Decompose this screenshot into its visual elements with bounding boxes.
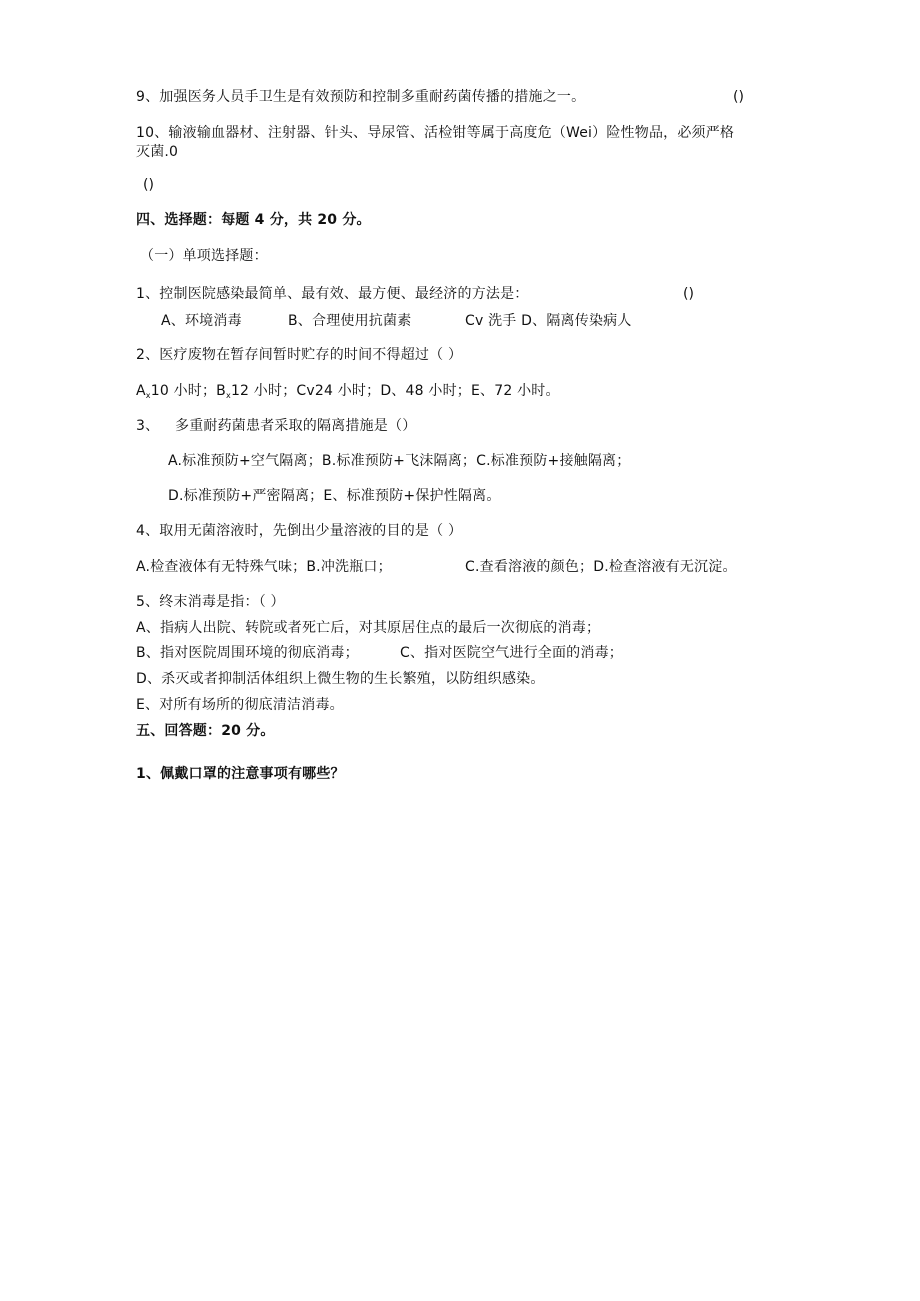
- tf-question-10-answer-blank: (): [143, 177, 154, 193]
- mc-question-2-option-a-text: 10 小时；B: [150, 383, 226, 399]
- mc-question-1-option-b: B、合理使用抗菌素: [288, 313, 412, 329]
- mc-question-5-option-e: E、对所有场所的彻底清洁消毒。: [136, 697, 344, 713]
- mc-question-4-options-cd: C.查看溶液的颜色；D.检查溶液有无沉淀。: [465, 559, 737, 575]
- mc-question-5-option-c: C、指对医院空气进行全面的消毒；: [400, 645, 623, 661]
- mc-question-5-option-d: D、杀灭或者抑制活体组织上微生物的生长繁殖，以防组织感染。: [136, 671, 545, 687]
- mc-question-3-number: 3、: [136, 418, 160, 434]
- mc-question-4: 4、取用无菌溶液时，先倒出少量溶液的目的是（ ）: [136, 523, 463, 539]
- mc-question-1-option-a: A、环境消毒: [161, 313, 242, 329]
- tf-question-9: 9、加强医务人员手卫生是有效预防和控制多重耐药菌传播的措施之一。: [136, 89, 586, 105]
- section-4-subheading: （一）单项选择题：: [140, 248, 268, 264]
- mc-question-3-options-line1: A.标准预防+空气隔离；B.标准预防+飞沫隔离；C.标准预防+接触隔离；: [168, 453, 631, 469]
- answer-question-1: 1、佩戴口罩的注意事项有哪些？: [136, 766, 345, 782]
- mc-question-5: 5、终末消毒是指：（ ）: [136, 594, 285, 610]
- mc-question-2-option-b-sub: x: [226, 391, 231, 400]
- tf-question-10-line2: 灭菌.0: [136, 144, 179, 160]
- mc-question-1-option-cd: Cv 洗手 D、隔离传染病人: [465, 313, 632, 329]
- mc-question-2-options: [136, 382, 560, 405]
- tf-question-10-line1: 10、输液输血器材、注射器、针头、导尿管、活检钳等属于高度危（Wei）险性物品，必须严格: [136, 125, 735, 141]
- section-4-heading: 四、选择题：每题 4 分，共 20 分。: [136, 212, 371, 228]
- tf-question-9-answer-blank: (): [733, 89, 744, 105]
- mc-question-2-options-rest: 12 小时；Cv24 小时；D、48 小时；E、72 小时。: [230, 383, 560, 399]
- mc-question-5-option-b: B、指对医院周围环境的彻底消毒；: [136, 645, 359, 661]
- mc-question-1-answer-blank: (): [683, 286, 694, 302]
- mc-question-2-option-a-label: A: [136, 383, 146, 399]
- mc-question-1: 1、控制医院感染最简单、最有效、最方便、最经济的方法是：: [136, 286, 529, 302]
- mc-question-2: 2、医疗废物在暂存间暂时贮存的时间不得超过（ ）: [136, 347, 463, 363]
- mc-question-5-option-a: A、指病人出院、转院或者死亡后，对其原居住点的最后一次彻底的消毒；: [136, 620, 601, 636]
- mc-question-3: 多重耐药菌患者采取的隔离措施是（）: [175, 418, 417, 434]
- mc-question-4-options-ab: A.检查液体有无特殊气味；B.冲洗瓶口；: [136, 559, 392, 575]
- section-5-heading: 五、回答题：20 分。: [136, 723, 275, 739]
- mc-question-2-option-a-sub: x: [145, 391, 151, 400]
- mc-question-3-options-line2: D.标准预防+严密隔离；E、标准预防+保护性隔离。: [168, 488, 501, 504]
